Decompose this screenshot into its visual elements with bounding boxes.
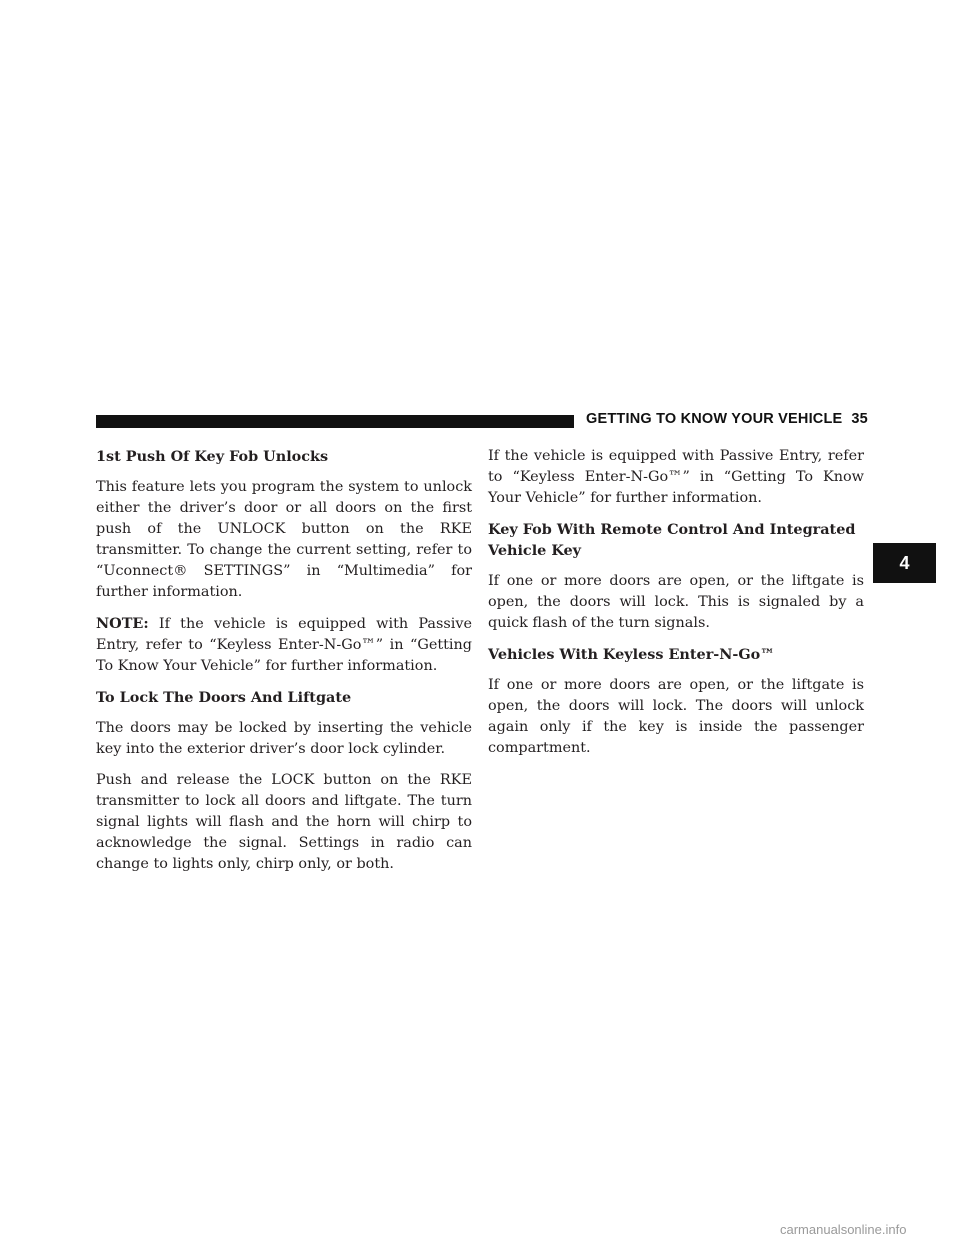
heading-keyless-enter: Vehicles With Keyless Enter-N-Go™ bbox=[488, 646, 775, 663]
right-column bbox=[488, 446, 864, 769]
header-rule bbox=[96, 415, 574, 428]
left-column bbox=[96, 446, 472, 885]
running-header bbox=[586, 411, 866, 427]
note-paragraph bbox=[96, 613, 472, 677]
page-number: 35 bbox=[851, 411, 868, 427]
chapter-tab: 4 bbox=[873, 543, 936, 583]
paragraph-key-fob-remote: If one or more doors are open, or the liftgate is open, the doors will lock. This is signaled by a quick flash of the turn signals. bbox=[488, 573, 864, 631]
paragraph-lock-cylinder: The doors may be locked by inserting the vehicle key into the exterior driver’s door lock cylinder. bbox=[96, 720, 472, 757]
paragraph-passive-entry: If the vehicle is equipped with Passive Entry, refer to “Keyless Enter-N-Go™” in “Getting To Know Your Vehicle” for further information. bbox=[488, 448, 864, 506]
heading-lock-doors: To Lock The Doors And Liftgate bbox=[96, 689, 352, 706]
note-label: NOTE: bbox=[96, 615, 149, 632]
heading-first-push: 1st Push Of Key Fob Unlocks bbox=[96, 448, 329, 465]
section-title: GETTING TO KNOW YOUR VEHICLE bbox=[586, 411, 843, 427]
heading-key-fob-remote: Key Fob With Remote Control And Integrated Vehicle Key bbox=[488, 521, 856, 559]
paragraph-lock-button: Push and release the LOCK button on the RKE transmitter to lock all doors and liftgate. The turn signal lights will flash and the horn will chirp to acknowledge the signal. Settings in radio can change to lights only, chirp only, or both. bbox=[96, 772, 472, 872]
note-text: If the vehicle is equipped with Passive Entry, refer to “Keyless Enter-N-Go™” in “Getting To Know Your Vehicle” for further information. bbox=[96, 616, 472, 674]
paragraph-first-push: This feature lets you program the system to unlock either the driver’s door or all doors on the first push of the UNLOCK button on the RKE transmitter. To change the current setting, refer to “Uconnect® SETTINGS” in “Multimedia” for further information. bbox=[96, 479, 472, 600]
watermark: carmanualsonline.info bbox=[780, 1222, 907, 1237]
paragraph-keyless-enter: If one or more doors are open, or the liftgate is open, the doors will lock. The doors will unlock again only if the key is inside the passenger compartment. bbox=[488, 677, 864, 756]
